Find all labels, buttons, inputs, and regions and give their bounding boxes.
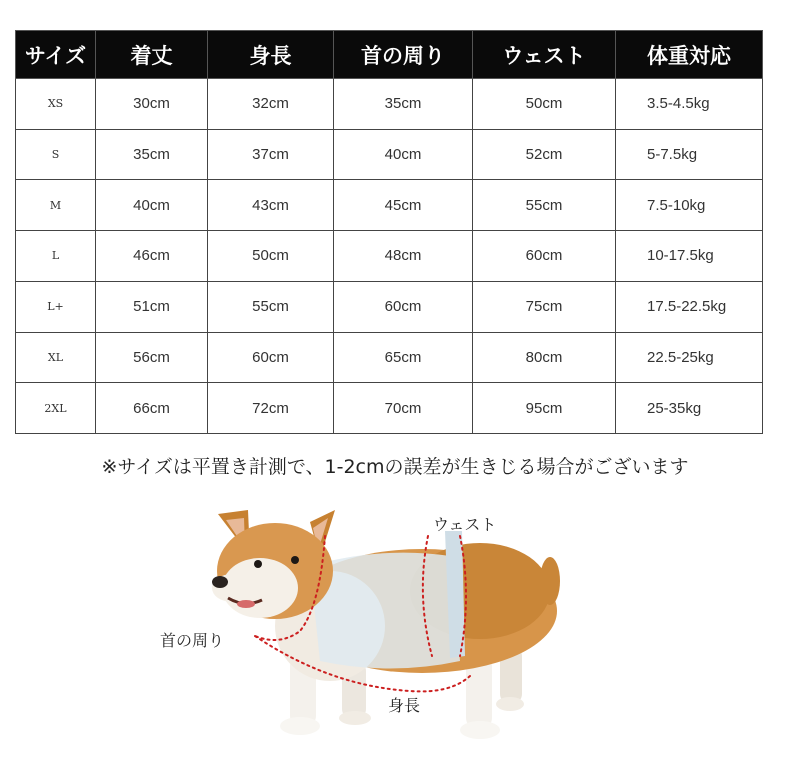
value-cell: 22.5-25kg (616, 332, 763, 383)
header-body-length: 身長 (208, 31, 334, 79)
value-cell: 52cm (473, 129, 616, 180)
value-cell: 35cm (96, 129, 208, 180)
dog-head (212, 510, 335, 619)
table-row (16, 231, 763, 282)
value-cell: 40cm (334, 129, 473, 180)
value-cell: 46cm (96, 231, 208, 282)
value-cell: 55cm (208, 281, 334, 332)
header-size: サイズ (16, 31, 96, 79)
table-row (16, 281, 763, 332)
measurement-note: ※サイズは平置き計測で、1-2cmの誤差が生きじる場合がございます (101, 456, 689, 478)
value-cell: 45cm (334, 180, 473, 231)
value-cell: 43cm (208, 180, 334, 231)
waist-label: ウェスト (433, 515, 497, 534)
value-cell: 40cm (96, 180, 208, 231)
table-header-row (16, 31, 763, 79)
header-neck: 首の周り (334, 31, 473, 79)
size-cell: S (16, 129, 96, 180)
value-cell: 3.5-4.5kg (616, 79, 763, 130)
body-length-label: 身長 (388, 696, 421, 715)
value-cell: 50cm (208, 231, 334, 282)
dog-illustration (150, 496, 590, 773)
value-cell: 30cm (96, 79, 208, 130)
value-cell: 66cm (96, 383, 208, 434)
value-cell: 65cm (334, 332, 473, 383)
value-cell: 25-35kg (616, 383, 763, 434)
table-row (16, 129, 763, 180)
value-cell: 35cm (334, 79, 473, 130)
table-row (16, 332, 763, 383)
value-cell: 95cm (473, 383, 616, 434)
value-cell: 51cm (96, 281, 208, 332)
value-cell: 75cm (473, 281, 616, 332)
size-cell: M (16, 180, 96, 231)
value-cell: 5-7.5kg (616, 129, 763, 180)
header-waist: ウェスト (473, 31, 616, 79)
value-cell: 32cm (208, 79, 334, 130)
value-cell: 7.5-10kg (616, 180, 763, 231)
value-cell: 72cm (208, 383, 334, 434)
value-cell: 60cm (208, 332, 334, 383)
neck-label: 首の周り (160, 631, 225, 650)
value-cell: 60cm (334, 281, 473, 332)
size-cell: L (16, 231, 96, 282)
size-cell: L+ (16, 281, 96, 332)
table-row (16, 79, 763, 130)
value-cell: 70cm (334, 383, 473, 434)
size-cell: XS (16, 79, 96, 130)
table-row (16, 180, 763, 231)
value-cell: 56cm (96, 332, 208, 383)
value-cell: 80cm (473, 332, 616, 383)
value-cell: 50cm (473, 79, 616, 130)
value-cell: 37cm (208, 129, 334, 180)
table-row (16, 383, 763, 434)
size-chart-table (15, 30, 763, 434)
value-cell: 48cm (334, 231, 473, 282)
value-cell: 17.5-22.5kg (616, 281, 763, 332)
dog-tail (540, 557, 560, 605)
header-weight: 体重対応 (616, 31, 763, 79)
value-cell: 55cm (473, 180, 616, 231)
size-cell: XL (16, 332, 96, 383)
size-cell: 2XL (16, 383, 96, 434)
table-body (16, 79, 763, 434)
value-cell: 60cm (473, 231, 616, 282)
header-length: 着丈 (96, 31, 208, 79)
value-cell: 10-17.5kg (616, 231, 763, 282)
